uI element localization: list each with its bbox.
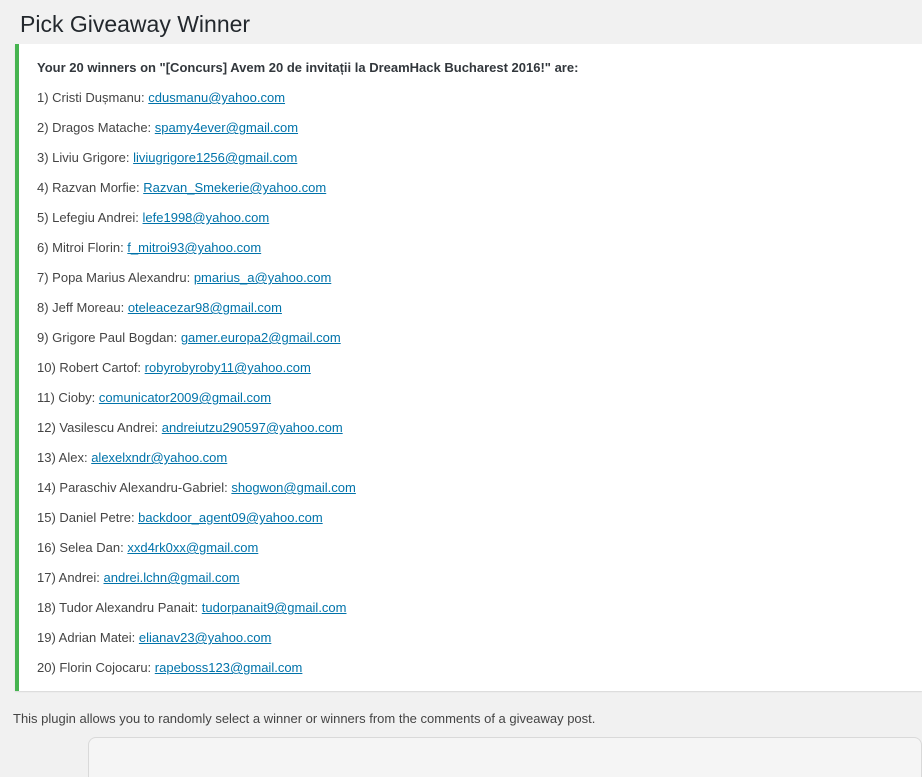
winner-email-link[interactable]: cdusmanu@yahoo.com <box>148 90 286 105</box>
winner-label: 4) Razvan Morfie: <box>37 180 144 195</box>
winner-label: 16) Selea Dan: <box>37 540 128 555</box>
winner-row <box>37 390 904 405</box>
winner-label: 3) Liviu Grigore: <box>37 150 134 165</box>
winner-email-link[interactable]: liviugrigore1256@gmail.com <box>133 150 298 165</box>
winner-row <box>37 360 904 375</box>
winner-label: 2) Dragos Matache: <box>37 120 155 135</box>
winner-email-link[interactable]: spamy4ever@gmail.com <box>154 120 299 135</box>
winner-label: 5) Lefegiu Andrei: <box>37 210 143 225</box>
winner-email-link[interactable]: elianav23@yahoo.com <box>138 630 272 645</box>
bottom-panel <box>88 737 922 777</box>
winner-row <box>37 480 904 495</box>
winner-email-link[interactable]: pmarius_a@yahoo.com <box>193 270 332 285</box>
winner-email-link[interactable]: alexelxndr@yahoo.com <box>91 450 228 465</box>
winner-row <box>37 600 904 615</box>
winner-row <box>37 570 904 585</box>
winner-email-link[interactable]: shogwon@gmail.com <box>231 480 356 495</box>
winner-email-link[interactable]: gamer.europa2@gmail.com <box>180 330 341 345</box>
winner-email-link[interactable]: backdoor_agent09@yahoo.com <box>138 510 323 525</box>
winner-email-link[interactable]: xxd4rk0xx@gmail.com <box>127 540 259 555</box>
winner-row <box>37 630 904 645</box>
winner-label: 17) Andrei: <box>37 570 104 585</box>
winner-email-link[interactable]: oteleacezar98@gmail.com <box>127 300 282 315</box>
winner-label: 6) Mitroi Florin: <box>37 240 128 255</box>
winner-email-link[interactable]: robyrobyroby11@yahoo.com <box>144 360 311 375</box>
winner-label: 11) Cioby: <box>37 390 99 405</box>
winner-row <box>37 120 904 135</box>
winner-row <box>37 150 904 165</box>
plugin-description: This plugin allows you to randomly select a winner or winners from the comments of a giveaway post. <box>13 711 596 726</box>
winner-row <box>37 300 904 315</box>
winner-row <box>37 330 904 345</box>
winner-label: 13) Alex: <box>37 450 92 465</box>
winner-row <box>37 420 904 435</box>
winner-email-link[interactable]: comunicator2009@gmail.com <box>98 390 272 405</box>
winner-row <box>37 240 904 255</box>
success-notice <box>15 44 922 691</box>
winner-label: 19) Adrian Matei: <box>37 630 139 645</box>
winner-label: 7) Popa Marius Alexandru: <box>37 270 194 285</box>
winner-email-link[interactable]: f_mitroi93@yahoo.com <box>127 240 262 255</box>
winner-row <box>37 510 904 525</box>
winner-row <box>37 540 904 555</box>
winner-email-link[interactable]: Razvan_Smekerie@yahoo.com <box>143 180 327 195</box>
winner-row <box>37 210 904 225</box>
notice-intro: Your 20 winners on "[Concurs] Avem 20 de invitații la DreamHack Bucharest 2016!" are: <box>37 60 579 75</box>
winner-email-link[interactable]: andreiutzu290597@yahoo.com <box>161 420 343 435</box>
winner-label: 12) Vasilescu Andrei: <box>37 420 162 435</box>
winner-label: 1) Cristi Dușmanu: <box>37 90 149 105</box>
winner-label: 9) Grigore Paul Bogdan: <box>37 330 181 345</box>
winner-label: 18) Tudor Alexandru Panait: <box>37 600 202 615</box>
winner-row <box>37 660 904 675</box>
winner-email-link[interactable]: andrei.lchn@gmail.com <box>103 570 240 585</box>
page-title: Pick Giveaway Winner <box>20 11 251 37</box>
winner-row <box>37 450 904 465</box>
winner-row <box>37 270 904 285</box>
winner-row <box>37 90 904 105</box>
winner-label: 20) Florin Cojocaru: <box>37 660 155 675</box>
winner-email-link[interactable]: tudorpanait9@gmail.com <box>201 600 347 615</box>
winner-email-link[interactable]: rapeboss123@gmail.com <box>154 660 303 675</box>
winner-label: 10) Robert Cartof: <box>37 360 145 375</box>
winner-row <box>37 180 904 195</box>
winner-label: 14) Paraschiv Alexandru-Gabriel: <box>37 480 232 495</box>
winner-label: 8) Jeff Moreau: <box>37 300 128 315</box>
winner-label: 15) Daniel Petre: <box>37 510 139 525</box>
winner-email-link[interactable]: lefe1998@yahoo.com <box>142 210 270 225</box>
